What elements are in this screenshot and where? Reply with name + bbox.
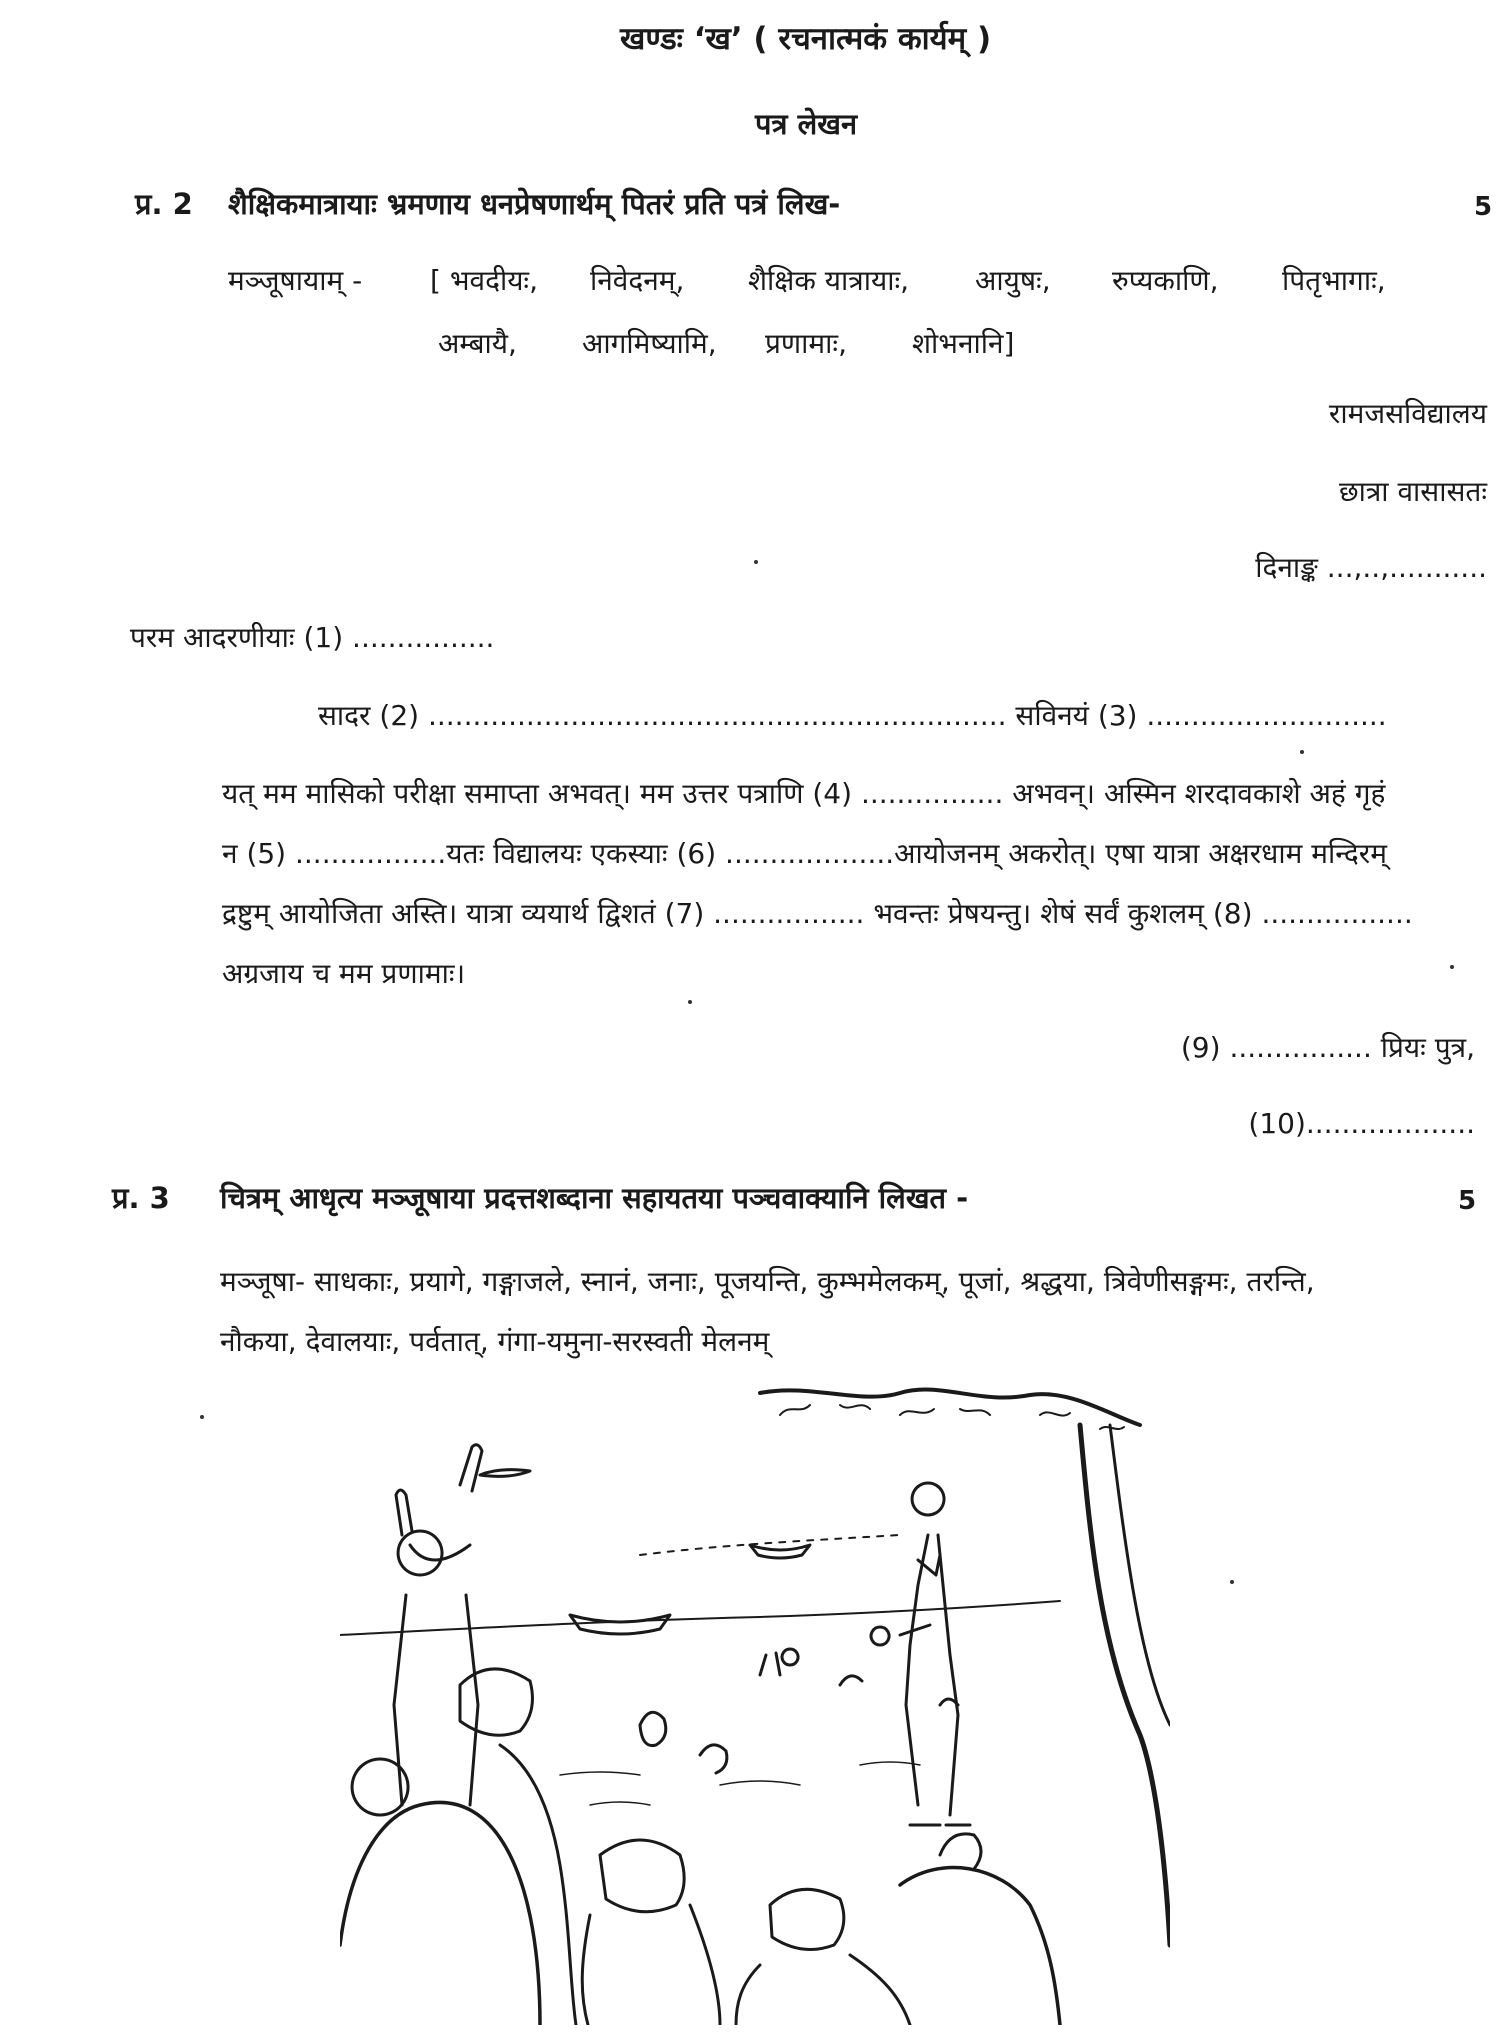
- address-date: दिनाङ्क ...,..,...........: [1255, 551, 1487, 584]
- q2-word: अम्बायै,: [438, 327, 517, 360]
- scan-speck: [688, 1000, 692, 1004]
- q3-manjusha-line: नौकया, देवालयाः, पर्वतात्, गंगा-यमुना-सरस्वती मेलनम्: [220, 1325, 770, 1358]
- letter-body-line: अग्रजाय च मम प्रणामाः।: [222, 957, 466, 990]
- q2-word: निवेदनम्,: [590, 264, 685, 297]
- q2-manjusha-label: मञ्जूषायाम् -: [228, 264, 363, 297]
- address-school: रामजसविद्यालय: [1328, 397, 1487, 430]
- q2-word: [ भवदीयः,: [430, 264, 538, 297]
- q2-word: शैक्षिक यात्रायाः,: [748, 264, 910, 297]
- scan-speck: [1230, 1580, 1234, 1584]
- letter-sadar-line: सादर (2) ................................................................. सविनयं (3) ...........................: [318, 699, 1387, 732]
- q2-word: आगमिष्यामि,: [582, 327, 717, 360]
- scan-speck: [1450, 965, 1454, 969]
- q3-number: प्र. 3: [112, 1181, 170, 1215]
- letter-salutation: परम आदरणीयाः (1) ................: [130, 621, 495, 654]
- q2-word: पितृभागाः,: [1282, 264, 1386, 297]
- q2-marks: 5: [1474, 192, 1493, 222]
- section-title: खण्डः ‘ख’ ( रचनात्मकं कार्यम् ): [620, 21, 992, 57]
- q3-manjusha-line: मञ्जूषा- साधकाः, प्रयागे, गङ्गाजले, स्नानं, जनाः, पूजयन्ति, कुम्भमेलकम्, पूजां, श्रद्धया, त्रिवेणीसङ्गमः, तरन्ति,: [220, 1265, 1315, 1298]
- q2-word: रुप्यकाणि,: [1112, 264, 1219, 297]
- q2-number: प्र. 2: [135, 187, 193, 221]
- address-hostel: छात्रा वासासतः: [1338, 475, 1487, 508]
- q3-marks: 5: [1458, 1186, 1477, 1216]
- q2-word: प्रणामाः,: [765, 327, 847, 360]
- q2-word: शोभनानि]: [912, 327, 1015, 360]
- letter-closing-10: (10)...................: [1248, 1107, 1475, 1140]
- section-subtitle: पत्र लेखन: [755, 107, 858, 141]
- q2-word: आयुषः,: [975, 264, 1051, 297]
- scan-speck: [200, 1415, 204, 1419]
- letter-body-line: न (5) .................यतः विद्यालयः एकस्याः (6) ...................आयोजनम् अकरोत्। एषा यात्रा अक्षरधाम मन्दिरम्: [222, 837, 1387, 870]
- scan-speck: [754, 560, 758, 564]
- letter-closing-9: (9) ................ प्रियः पुत्र,: [1180, 1031, 1475, 1064]
- scan-speck: [1300, 750, 1304, 754]
- kumbh-mela-illustration: [340, 1385, 1170, 2025]
- letter-body-line: यत् मम मासिको परीक्षा समाप्ता अभवत्। मम उत्तर पत्राणि (4) ................ अभवन्। अस्मिन शरदावकाशे अहं गृहं: [222, 777, 1386, 810]
- q3-text: चित्रम् आधृत्य मञ्जूषाया प्रदत्तशब्दाना सहायतया पञ्चवाक्यानि लिखत -: [220, 1181, 969, 1215]
- letter-body-line: द्रष्टुम् आयोजिता अस्ति। यात्रा व्ययार्थ द्विशतं (7) ................. भवन्तः प्रेषयन्तु। शेषं सर्वं कुशलम् (8) .................: [222, 897, 1413, 930]
- q2-text: शैक्षिकमात्रायाः भ्रमणाय धनप्रेषणार्थम् पितरं प्रति पत्रं लिख-: [228, 187, 841, 221]
